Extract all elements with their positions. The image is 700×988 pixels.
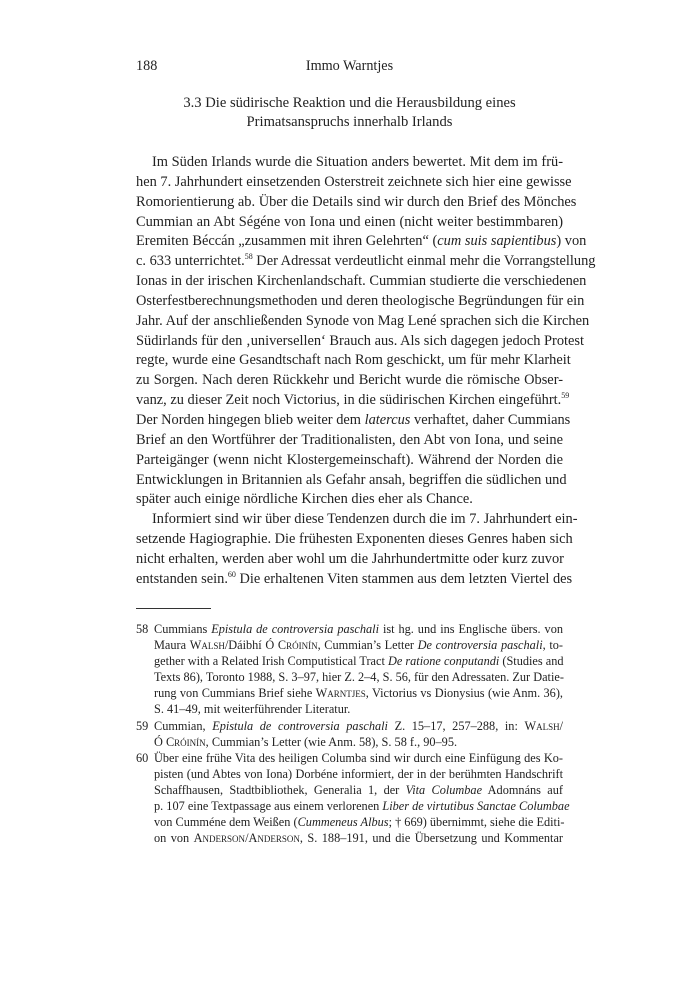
body-line: Informiert sind wir über diese Tendenzen durch die im 7. Jahrhundert ein-: [152, 511, 578, 528]
footnote-number: 60: [136, 750, 149, 765]
footnote-line: pisten (und Abtes von Iona) Dorbéne informiert, der in der berühmten Handschrift: [154, 766, 563, 781]
running-title-author: Immo Warntjes: [305, 58, 394, 74]
latin-phrase: cum suis sapientibus: [437, 233, 557, 250]
footnote-line: Schaffhausen, Stadtbibliothek, Generalia 1, der Vita Columbae Adomnáns auf: [154, 782, 563, 797]
footnote-ref-60[interactable]: 60: [227, 569, 236, 579]
body-text: [136, 153, 596, 590]
body-line: Jahr. Auf der anschließenden Synode von Mag Lené sprachen sich die Kirchen: [136, 312, 590, 329]
body-line: später auch einige nördliche Kirchen dies eher als Chance.: [136, 491, 473, 508]
body-line: zu Sorgen. Nach deren Rückkehr und Bericht wurde die römische Obser-: [136, 372, 563, 389]
body-line: Romorientierung ab. Über die Details sind wir durch den Brief des Mönches: [136, 193, 577, 210]
body-line: Cummian an Abt Ségéne von Iona und einen (nicht weiter bestimmbaren): [136, 213, 563, 230]
latin-term: latercus: [364, 411, 411, 428]
body-line: Ionas in der irischen Kirchenlandschaft. Cummian studierte die verschiedenen: [136, 273, 587, 290]
body-line: Im Süden Irlands wurde die Situation anders bewertet. Mit dem im frü-: [152, 154, 563, 170]
footnote-line: Cummian, Epistula de controversia paschali Z. 15–17, 257–288, in: Walsh/: [154, 718, 563, 733]
body-line: nicht erhalten, werden aber wohl um die Jahrhundertmitte oder kurz zuvor: [136, 550, 564, 567]
footnote-59: [136, 718, 563, 750]
running-head: [136, 58, 563, 78]
footnote-line: gether with a Related Irish Computistical Tract De ratione conputandi (Studies and: [154, 654, 564, 669]
footnote-line: von Cumméne dem Weißen (Cummeneus Albus; † 669) übernimmt, siehe die Editi-: [154, 815, 565, 830]
body-line: Parteigänger (wenn nicht Klostergemeinschaft). Während der Norden die: [136, 451, 563, 468]
footnote-ref-59[interactable]: 59: [561, 391, 570, 401]
body-line: Eremiten Béccán „zusammen mit ihren Gelehrten“ (cum suis sapientibus) von: [136, 233, 587, 250]
page-number: 188: [136, 58, 158, 74]
section-heading-line-1: 3.3 Die südirische Reaktion und die Herausbildung eines: [183, 95, 516, 111]
body-line: Südirlands für den ‚universellen‘ Brauch aus. Als sich dagegen jedoch Protest: [136, 332, 584, 349]
footnote-number: 58: [136, 622, 149, 636]
footnote-line: p. 107 eine Textpassage aus einem verlorenen Liber de virtutibus Sanctae Columbae: [154, 799, 570, 814]
footnote-ref-58[interactable]: 58: [244, 252, 253, 262]
body-line: hen 7. Jahrhundert einsetzenden Osterstreit zeichnete sich hier eine gewisse: [136, 173, 572, 190]
body-line: Entwicklungen in Britannien als Gefahr ansah, begriffen die südlichen und: [136, 471, 567, 488]
body-line: Osterfestberechnungsmethoden und deren theologische Begründungen für ein: [136, 292, 585, 309]
body-line: Der Norden hingegen blieb weiter dem latercus verhaftet, daher Cummians: [136, 411, 571, 428]
footnote-line: Über eine frühe Vita des heiligen Columba sind wir durch eine Einfügung des Ko-: [154, 750, 563, 765]
footnote-divider: [136, 608, 211, 609]
footnote-line: Ó Cróinín, Cummian’s Letter (wie Anm. 58), S. 58 f., 90–95.: [154, 734, 458, 749]
section-heading: [136, 94, 563, 132]
body-line: c. 633 unterrichtet.$^{58}$ Der Adressat verdeutlicht einmal mehr die Vorrangstellung: [136, 252, 596, 270]
footnote-line: Cummians Epistula de controversia paschali ist hg. und ins Englische übers. von: [154, 622, 563, 636]
body-line: Brief an den Wortführer der Traditionalisten, den Abt von Iona, und seine: [136, 431, 563, 448]
footnote-58: [136, 621, 563, 718]
footnote-line: S. 41–49, mit weiterführender Literatur.: [154, 702, 351, 717]
section-heading-line-2: Primatsanspruchs innerhalb Irlands: [246, 114, 453, 130]
footnote-line: Texts 86), Toronto 1988, S. 3–97, hier Z. 2–4, S. 56, für den Adressaten. Zur Datie-: [154, 670, 564, 685]
body-line: vanz, zu dieser Zeit noch Victorius, in die südirischen Kirchen eingeführt.$^{59}$: [136, 391, 570, 409]
body-line: entstanden sein.$^{60}$ Die erhaltenen Viten stammen aus dem letzten Viertel des: [136, 569, 573, 587]
footnote-line: on von Anderson/Anderson, S. 188–191, und die Übersetzung und Kommentar: [154, 831, 563, 846]
body-line: regte, wurde eine Gesandtschaft nach Rom geschickt, um für mehr Klarheit: [136, 352, 571, 369]
body-line: setzende Hagiographie. Die frühesten Exponenten dieses Genres haben sich: [136, 531, 573, 548]
footnotes: [136, 621, 570, 846]
footnote-60: [136, 750, 570, 847]
footnote-line: Maura Walsh/Dáibhí Ó Cróinín, Cummian’s Letter De controversia paschali, to-: [154, 638, 563, 653]
footnote-number: 59: [136, 718, 149, 733]
footnote-line: rung von Cummians Brief siehe Warntjes, Victorius vs Dionysius (wie Anm. 36),: [154, 686, 563, 701]
